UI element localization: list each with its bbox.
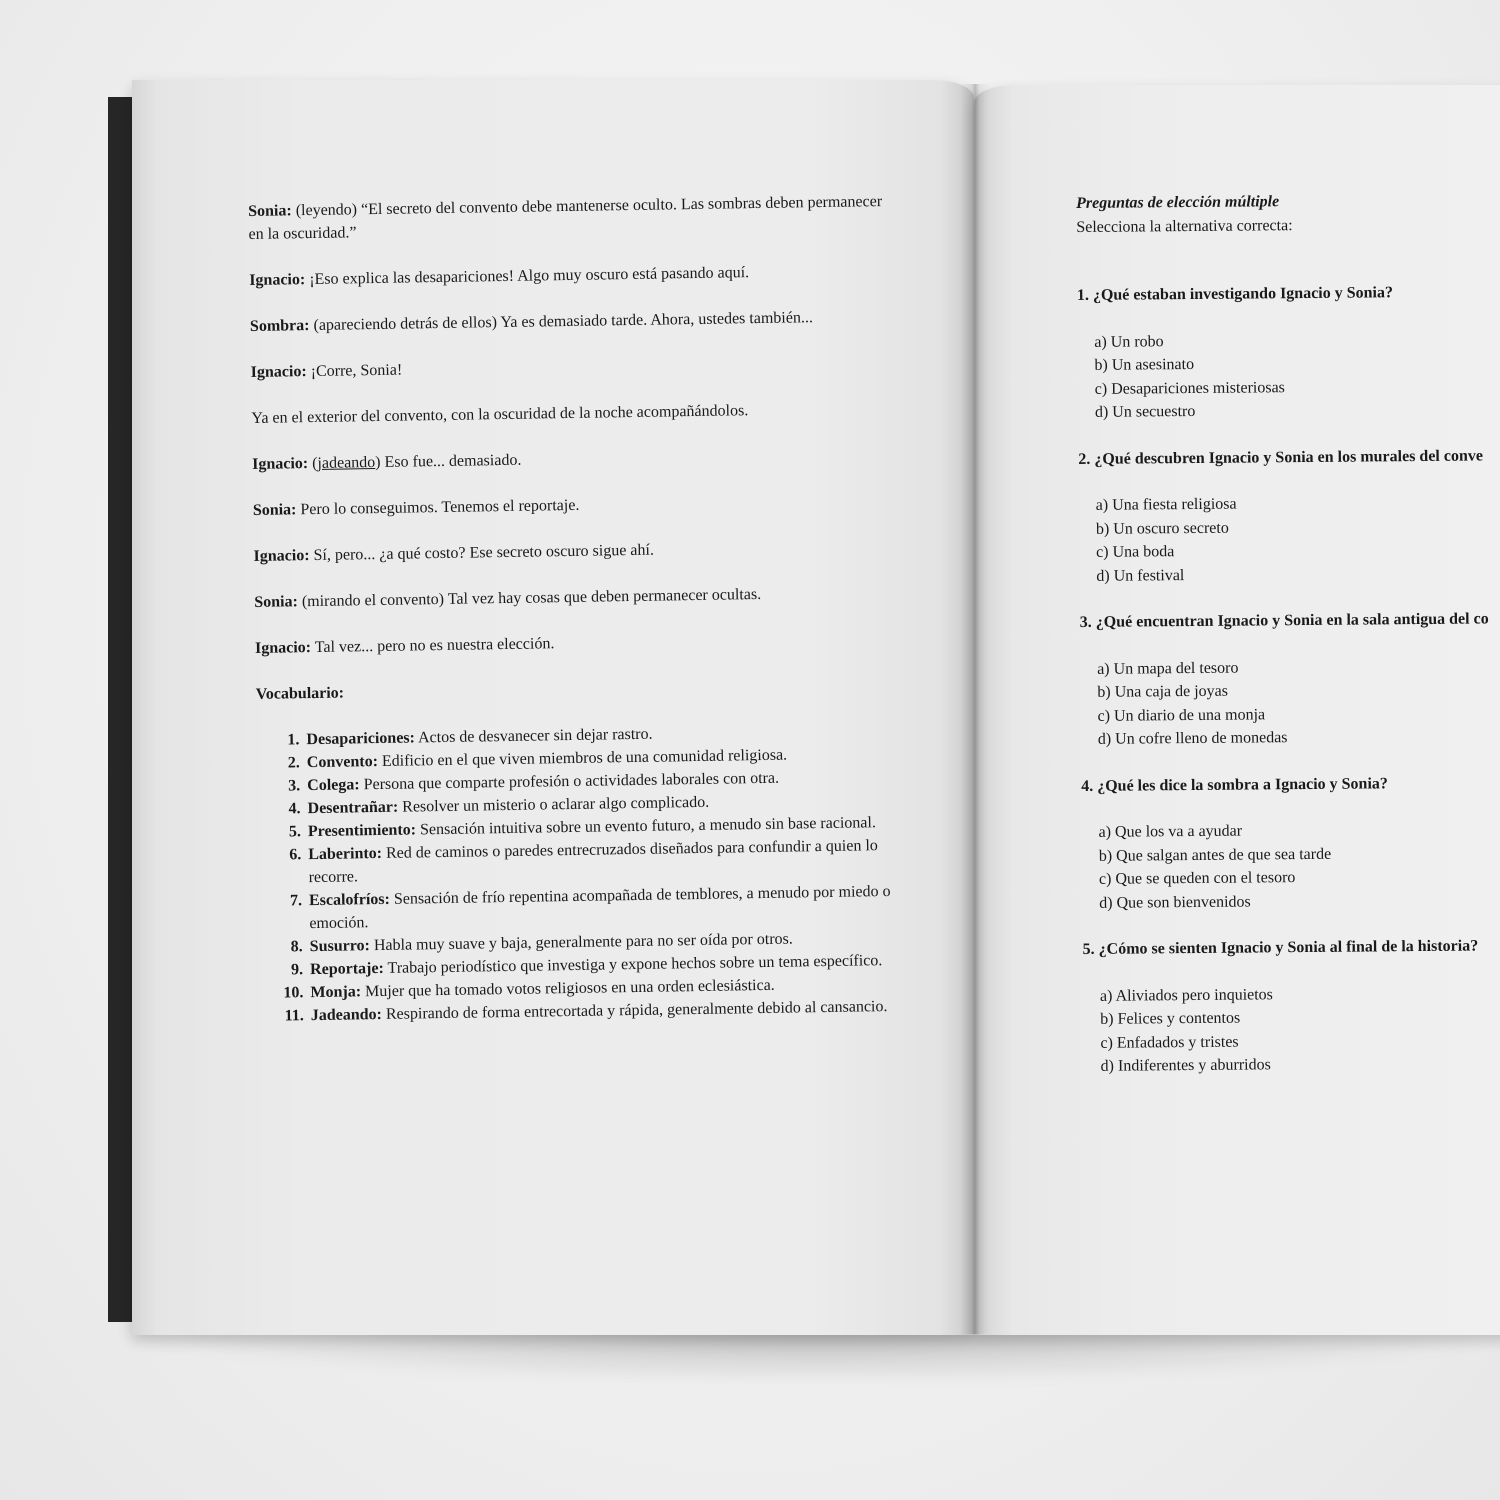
vocabulary-definition: Persona que comparte profesión o actividades laborales con otra. bbox=[359, 769, 780, 794]
dialogue-text: ¡Eso explica las desapariciones! Algo muy oscuro está pasando aquí. bbox=[305, 264, 750, 289]
vocabulary-term: Reportaje: bbox=[309, 959, 384, 979]
dialogue-line bbox=[253, 489, 893, 522]
vocabulary-term: Escalofríos: bbox=[308, 890, 391, 910]
dialogue-text: Ya en el exterior del convento, con la oscuridad de la noche acompañándolos. bbox=[251, 402, 749, 427]
vocabulary-definition: Sensación intuitiva sobre un evento futuro, a menudo sin base racional. bbox=[415, 814, 877, 839]
dialogue-text: (apareciendo detrás de ellos) Ya es demasiado tarde. Ahora, ustedes también... bbox=[309, 309, 814, 335]
answer-option: d) Indiferentes y aburridos bbox=[1100, 1056, 1271, 1075]
vocabulary-term: Colega: bbox=[307, 776, 360, 795]
vocabulary-term: Presentimiento: bbox=[307, 821, 417, 841]
vocabulary-number: 2. bbox=[287, 754, 300, 772]
book-gutter bbox=[960, 84, 990, 1334]
answer-option: a) Una fiesta religiosa bbox=[1095, 495, 1237, 514]
dialogue-line bbox=[252, 443, 892, 476]
dialogue-line bbox=[251, 397, 891, 430]
vocabulary-number: 10. bbox=[283, 984, 304, 1002]
vocabulary-definition: Habla muy suave y baja, generalmente para no ser oída por otros. bbox=[369, 930, 793, 955]
dialogue-line bbox=[250, 305, 890, 338]
speaker-name: Sonia: bbox=[252, 501, 297, 519]
dialogue-text: ¡Corre, Sonia! bbox=[306, 361, 403, 381]
right-page-text bbox=[1076, 188, 1500, 1102]
dialogue-text: ) Eso fue... demasiado. bbox=[375, 451, 522, 472]
vocabulary-number: 5. bbox=[288, 823, 302, 841]
speaker-name: Ignacio: bbox=[253, 547, 310, 565]
answer-option: d) Que son bienvenidos bbox=[1099, 893, 1251, 912]
question-text: 5. ¿Cómo se sienten Ignacio y Sonia al final de la historia? bbox=[1082, 937, 1479, 958]
vocabulary-term: Laberinto: bbox=[308, 844, 383, 864]
answer-options bbox=[1096, 490, 1500, 588]
dialogue-line bbox=[253, 535, 893, 568]
answer-option: d) Un secuestro bbox=[1094, 402, 1196, 421]
dialogue-text: Sí, pero... ¿a qué costo? Ese secreto oscuro sigue ahí. bbox=[309, 541, 655, 565]
vocabulary-number: 6. bbox=[289, 846, 302, 864]
dialogue bbox=[248, 190, 895, 660]
question-text: 4. ¿Qué les dice la sombra a Ignacio y Sonia? bbox=[1081, 774, 1388, 795]
speaker-name: Sonia: bbox=[254, 593, 299, 611]
dialogue-line bbox=[249, 259, 889, 292]
answer-option: b) Una caja de joyas bbox=[1097, 682, 1229, 701]
question-text: 2. ¿Qué descubren Ignacio y Sonia en los murales del conve bbox=[1078, 446, 1484, 468]
dialogue-text: Tal vez... pero no es nuestra elección. bbox=[310, 635, 555, 657]
questions bbox=[1077, 280, 1500, 1079]
vocabulary-definition: Sensación de frío repentina acompañada de temblores, a menudo por miedo o emoción. bbox=[309, 882, 891, 933]
vocabulary-number: 7. bbox=[289, 892, 303, 910]
answer-option: b) Un oscuro secreto bbox=[1095, 519, 1229, 538]
book-cover-edge bbox=[108, 97, 134, 1322]
vocabulary-definition: Edificio en el que viven miembros de una comunidad religiosa. bbox=[377, 746, 788, 771]
vocabulary-term: Desentrañar: bbox=[307, 798, 399, 818]
vocabulary-number: 4. bbox=[288, 800, 301, 818]
vocabulary-term: Monja: bbox=[310, 983, 362, 1002]
answer-option: c) Que se queden con el tesoro bbox=[1098, 869, 1296, 888]
answer-option: a) Un robo bbox=[1094, 332, 1164, 351]
vocabulary-definition: Resolver un misterio o aclarar algo complicado. bbox=[398, 793, 710, 816]
answer-option: c) Una boda bbox=[1096, 543, 1175, 561]
vocabulary-definition: Trabajo periodístico que investiga y expone hechos sobre un tema específico. bbox=[383, 952, 883, 977]
answer-option: b) Felices y contentos bbox=[1100, 1009, 1241, 1028]
underlined-word: jadeando bbox=[317, 454, 376, 472]
vocabulary-term: Jadeando: bbox=[310, 1005, 383, 1025]
answer-option: b) Que salgan antes de que sea tarde bbox=[1098, 845, 1332, 865]
vocabulary-definition: Actos de desvanecer sin dejar rastro. bbox=[414, 725, 653, 747]
dialogue-line bbox=[255, 627, 895, 660]
speaker-name: Ignacio: bbox=[254, 639, 312, 657]
vocabulary-definition: Red de caminos o paredes entrecruzados diseñados para confundir a quien lo recorre. bbox=[308, 837, 878, 887]
answer-option: b) Un asesinato bbox=[1094, 355, 1195, 374]
answer-options bbox=[1094, 326, 1500, 424]
dialogue-text: (leyendo) “El secreto del convento debe mantenerse oculto. Las sombras deben permanecer en la oscuridad.” bbox=[248, 193, 883, 243]
question-text: 1. ¿Qué estaban investigando Ignacio y Sonia? bbox=[1076, 284, 1394, 304]
vocabulary-number: 3. bbox=[288, 777, 301, 795]
speaker-name: Ignacio: bbox=[252, 455, 309, 473]
left-page-text bbox=[248, 190, 901, 1028]
speaker-name: Sombra: bbox=[249, 317, 310, 335]
vocabulary-definition: Mujer que ha tomado votos religiosos en una orden eclesiástica. bbox=[360, 976, 775, 1001]
vocabulary-term: Desapariciones: bbox=[306, 729, 416, 749]
speaker-name: Ignacio: bbox=[250, 363, 307, 381]
dialogue-text: (mirando el convento) Tal vez hay cosas que deben permanecer ocultas. bbox=[297, 585, 762, 611]
dialogue-line bbox=[254, 581, 894, 614]
instructions: Selecciona la alternativa correcta: bbox=[1076, 216, 1293, 236]
answer-option: a) Que los va a ayudar bbox=[1098, 822, 1243, 841]
vocabulary-number: 11. bbox=[284, 1007, 304, 1025]
section-title: Preguntas de elección múltiple bbox=[1076, 193, 1280, 212]
vocabulary-number: 9. bbox=[290, 961, 304, 979]
dialogue-text: ( bbox=[308, 454, 318, 473]
question-text: 3. ¿Qué encuentran Ignacio y Sonia en la sala antigua del co bbox=[1079, 610, 1489, 631]
vocabulary-definition: Respirando de forma entrecortada y rápida, generalmente debido al cansancio. bbox=[381, 998, 888, 1023]
dialogue-line bbox=[251, 351, 891, 384]
dialogue-text: Pero lo conseguimos. Tenemos el reportaje. bbox=[296, 496, 580, 519]
speaker-name: Ignacio: bbox=[249, 271, 306, 289]
answer-option: c) Enfadados y tristes bbox=[1100, 1033, 1239, 1052]
vocabulary-term: Convento: bbox=[306, 753, 379, 772]
answer-option: d) Un cofre lleno de monedas bbox=[1097, 729, 1288, 748]
vocabulary-list bbox=[256, 719, 901, 1028]
speaker-name: Sonia: bbox=[248, 202, 292, 220]
answer-option: a) Aliviados pero inquietos bbox=[1099, 985, 1273, 1005]
vocabulary-number: 1. bbox=[287, 731, 300, 749]
answer-option: a) Un mapa del tesoro bbox=[1097, 659, 1239, 678]
answer-options bbox=[1097, 653, 1500, 751]
vocabulary-term: Susurro: bbox=[309, 937, 371, 956]
answer-option: c) Un diario de una monja bbox=[1097, 705, 1266, 725]
answer-option: c) Desapariciones misteriosas bbox=[1094, 378, 1285, 398]
vocabulary-title: Vocabulario: bbox=[255, 684, 345, 703]
answer-options bbox=[1100, 980, 1500, 1078]
dialogue-line bbox=[248, 190, 889, 246]
vocabulary-number: 8. bbox=[290, 938, 303, 956]
answer-options bbox=[1098, 817, 1500, 915]
answer-option: d) Un festival bbox=[1096, 566, 1185, 585]
